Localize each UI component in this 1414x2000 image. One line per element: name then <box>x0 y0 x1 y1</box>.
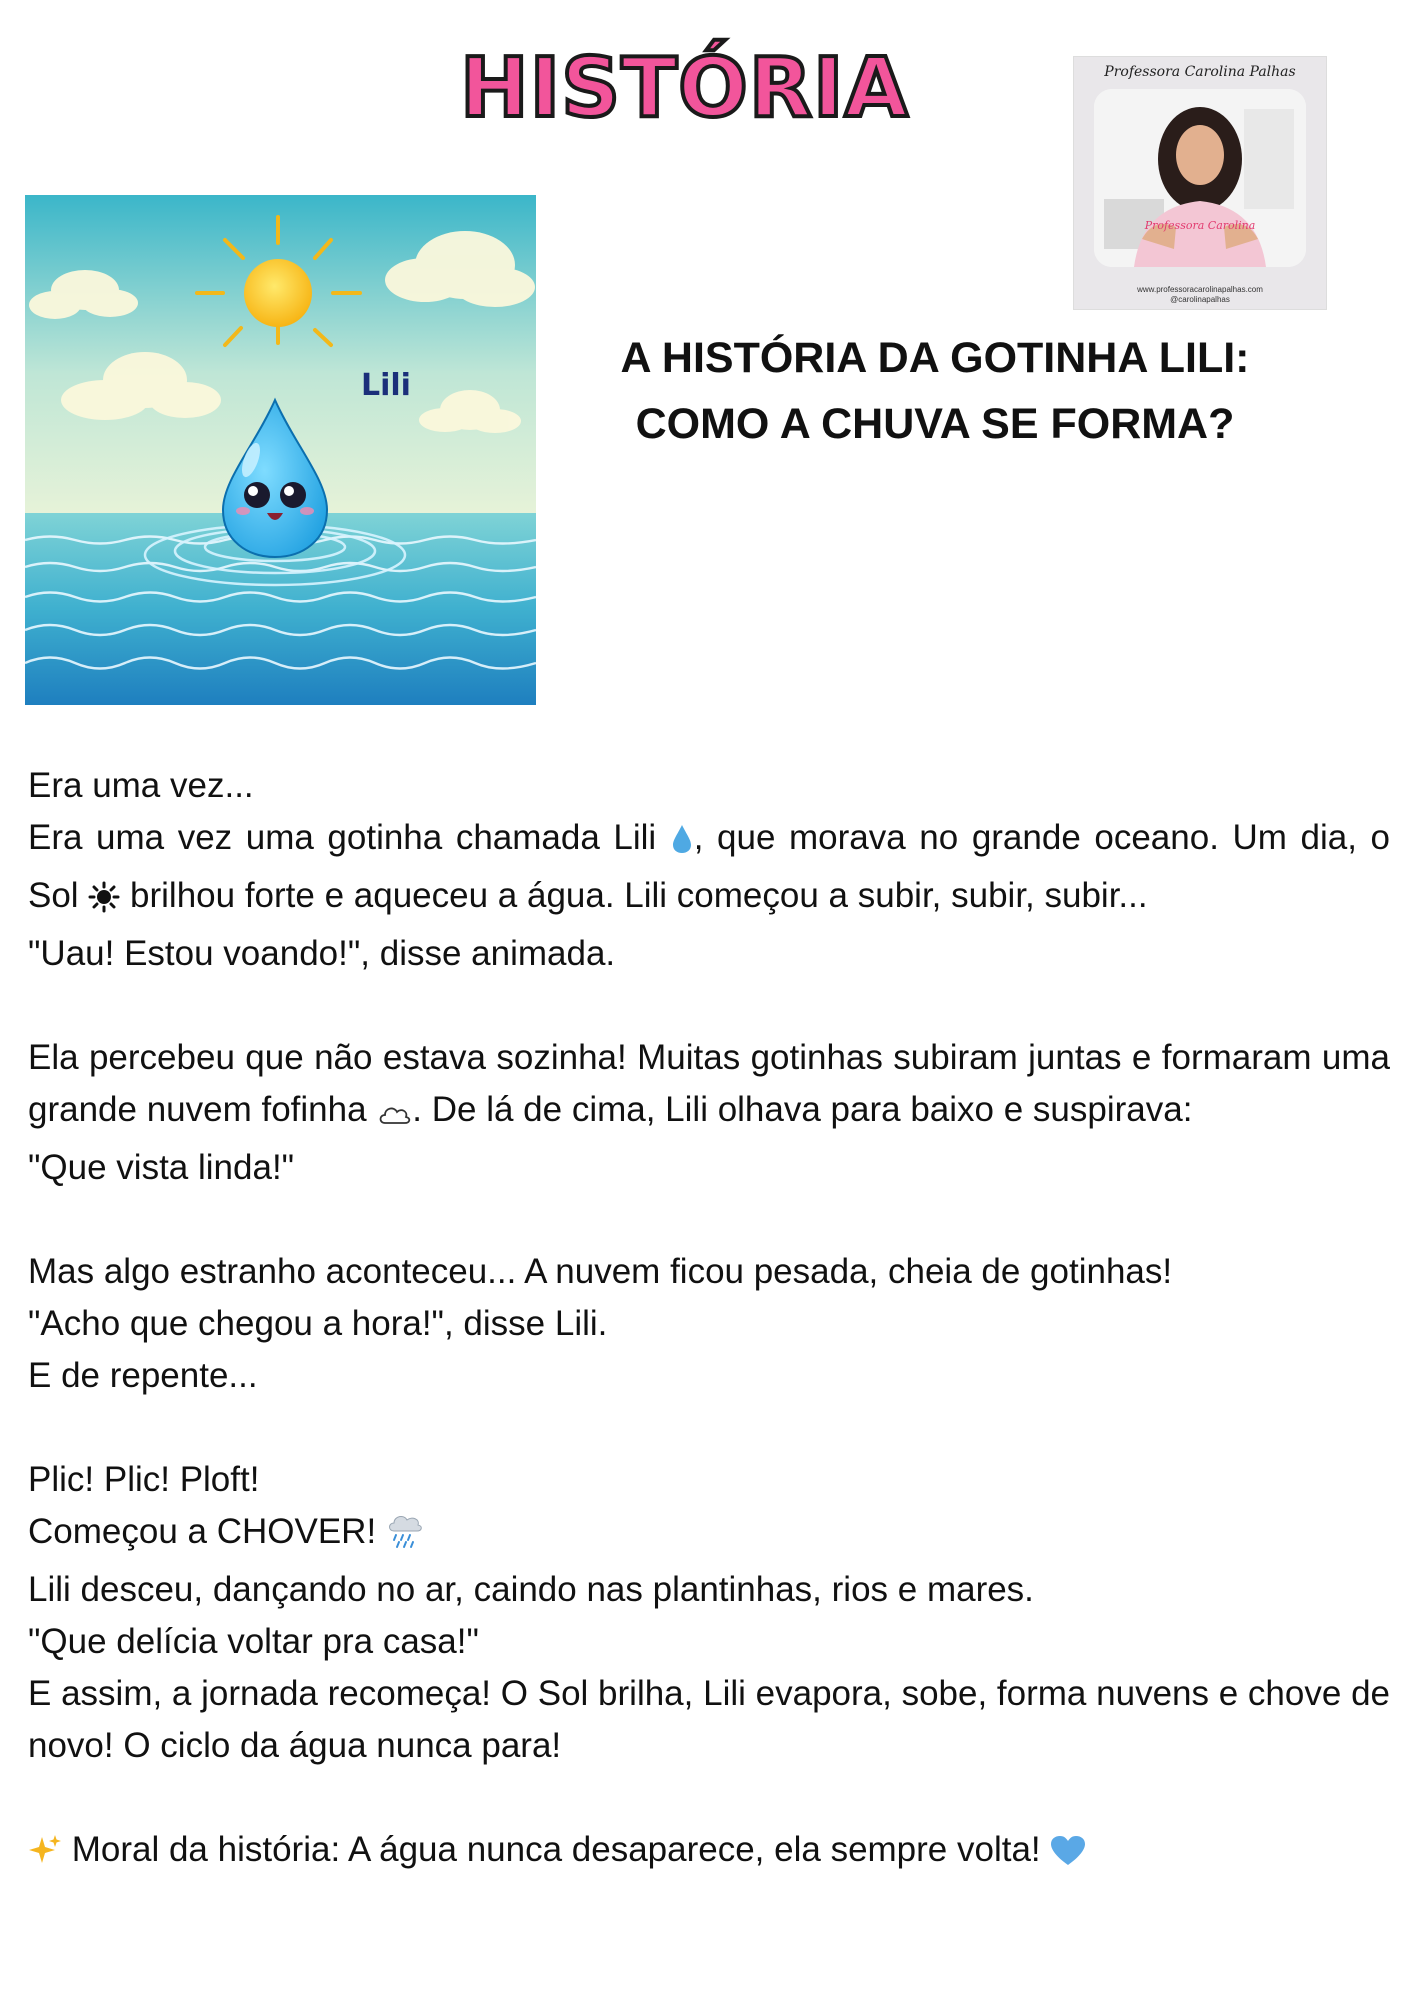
story-line: Plic! Plic! Ploft! <box>28 1460 260 1499</box>
author-caption <box>1074 285 1326 305</box>
sun-icon <box>88 876 120 928</box>
story-text: , que morava no grande oceano. Um dia, o Sol <box>28 818 1390 915</box>
author-photo <box>1094 89 1306 267</box>
story-intro: Era uma vez... <box>28 766 254 805</box>
story-text: . De lá de cima, Lili olhava para baixo e suspirava: <box>412 1090 1193 1129</box>
author-website: www.professoracarolinapalhas.com <box>1137 285 1263 294</box>
story-text: brilhou forte e aqueceu a água. Lili começou a subir, subir, subir... <box>120 876 1148 915</box>
author-handle: @carolinapalhas <box>1170 295 1230 304</box>
author-name: Professora Carolina Palhas <box>1104 64 1296 80</box>
rain-cloud-icon <box>386 1512 424 1564</box>
story-title <box>565 325 1305 457</box>
story-text: Ela percebeu que não estava sozinha! Muitas gotinhas subiram juntas e formaram uma grande nuvem fofinha <box>28 1038 1390 1129</box>
story-line: "Que delícia voltar pra casa!" <box>28 1622 479 1661</box>
story-line-rain <box>28 1506 1390 1564</box>
droplet-icon <box>670 818 694 870</box>
character-name-label: Lili <box>361 368 411 403</box>
cover-illustration <box>25 195 536 705</box>
blue-heart-icon <box>1050 1830 1086 1882</box>
story-title-line2: COMO A CHUVA SE FORMA? <box>635 400 1235 448</box>
story-text: Era uma vez uma gotinha chamada Lili <box>28 818 670 857</box>
author-photo-card <box>1074 57 1326 309</box>
story-text: Começou a CHOVER! <box>28 1512 386 1551</box>
story-title-line1: A HISTÓRIA DA GOTINHA LILI: <box>620 334 1250 382</box>
story-line: E de repente... <box>28 1356 258 1395</box>
shirt-text: Professora Carolina <box>1144 219 1256 232</box>
story-line: E assim, a jornada recomeça! O Sol brilha, Lili evapora, sobe, forma nuvens e chove de novo! O ciclo da água nunca para! <box>28 1674 1390 1765</box>
story-paragraph-2 <box>28 1032 1390 1142</box>
story-line: Lili desceu, dançando no ar, caindo nas plantinhas, rios e mares. <box>28 1570 1034 1609</box>
story-quote-1: "Uau! Estou voando!", disse animada. <box>28 934 616 973</box>
page-header-title: HISTÓRIA <box>460 41 909 136</box>
sparkles-icon <box>28 1830 62 1882</box>
story-quote-2: "Que vista linda!" <box>28 1148 295 1187</box>
story-moral <box>28 1824 1390 1882</box>
story-line: "Acho que chegou a hora!", disse Lili. <box>28 1304 608 1343</box>
story-line: Mas algo estranho aconteceu... A nuvem ficou pesada, cheia de gotinhas! <box>28 1252 1173 1291</box>
story-body <box>28 760 1390 1882</box>
story-paragraph-1 <box>28 812 1390 928</box>
story-text: Moral da história: A água nunca desaparece, ela sempre volta! <box>62 1830 1051 1869</box>
cloud-icon <box>376 1090 412 1142</box>
